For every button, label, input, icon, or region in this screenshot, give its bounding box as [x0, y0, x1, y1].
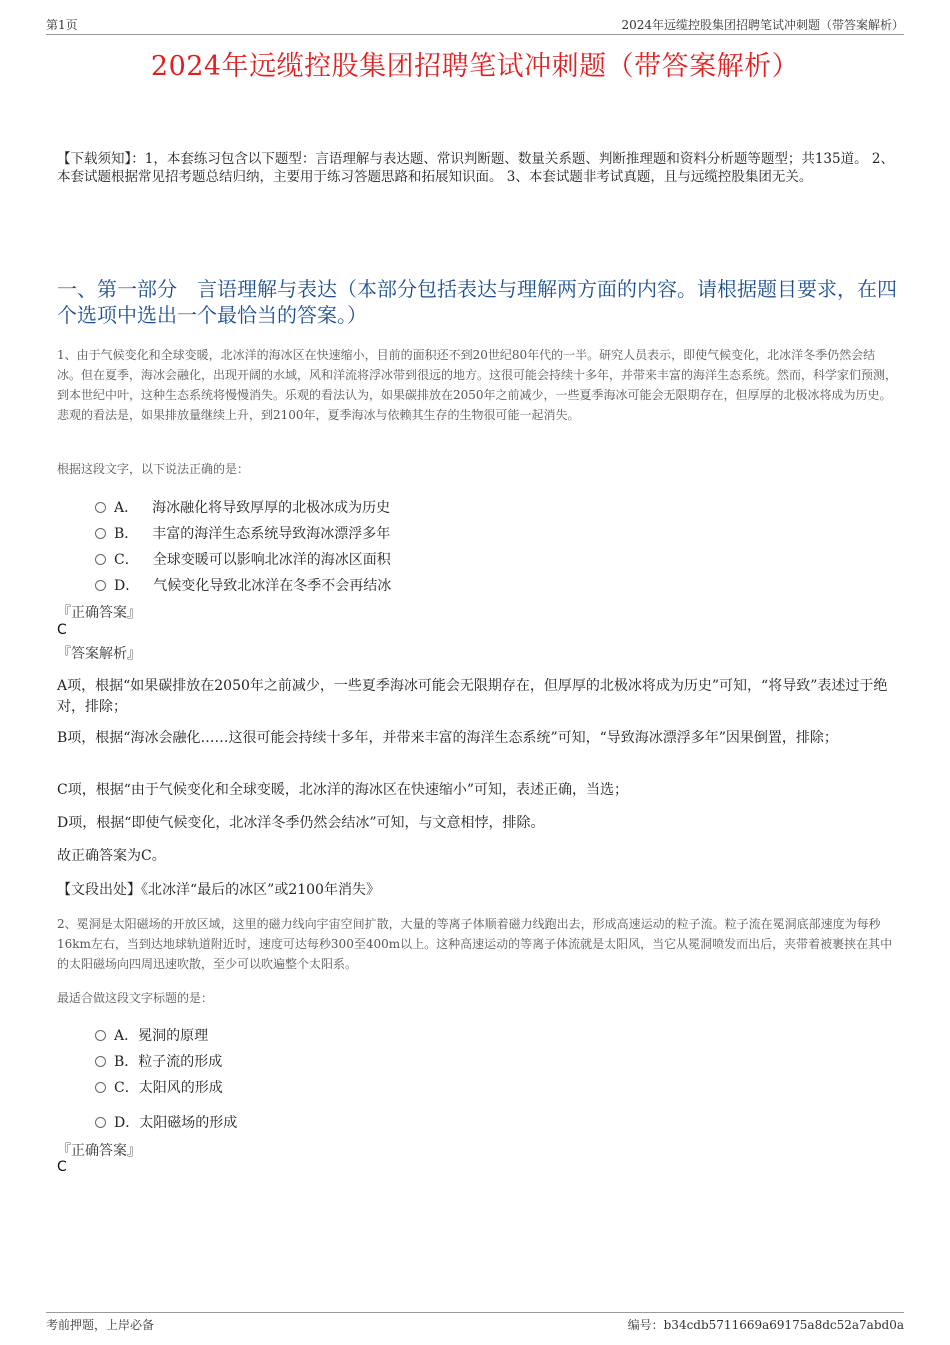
option-letter: B．: [114, 1054, 139, 1070]
q1-analysis-c: C项，根据“由于气候变化和全球变暖，北冰洋的海冰区在快速缩小”可知，表述正确，当选；: [57, 782, 629, 798]
q2-option-b[interactable]: [95, 1051, 222, 1071]
page-footer: [46, 1312, 904, 1333]
radio-icon[interactable]: [95, 1117, 106, 1128]
q2-option-a[interactable]: [95, 1025, 208, 1045]
download-notice: 【下载须知】：1，本套练习包含以下题型：言语理解与表达题、常识判断题、数量关系题、判断推理题和资料分析题等题型；共135道。 2、本套试题根据常见招考题总结归纳，主要用于练习答题思路和拓展知识面。 3、本套试题非考试真题，且与远缆控股集团无关。: [57, 151, 894, 185]
option-text: 丰富的海洋生态系统导致海冰漂浮多年: [152, 526, 391, 542]
option-letter: C．: [114, 1080, 139, 1096]
q2-prompt: 最适合做这段文字标题的是：: [57, 991, 214, 1005]
option-text: 气候变化导致北冰洋在冬季不会再结冰: [153, 578, 392, 594]
radio-icon[interactable]: [95, 502, 106, 513]
q1-prompt: 根据这段文字，以下说法正确的是：: [57, 462, 250, 476]
option-text: 全球变暖可以影响北冰洋的海冰区面积: [152, 552, 391, 568]
q1-option-c[interactable]: [95, 549, 391, 569]
radio-icon[interactable]: [95, 1056, 106, 1067]
document-code: 编号：b34cdb5711669a69175a8dc52a7abd0a: [627, 1318, 904, 1332]
header-doc-title: 2024年远缆控股集团招聘笔试冲刺题（带答案解析）: [621, 18, 904, 32]
q1-analysis-d: D项，根据“即使气候变化，北冰洋冬季仍然会结冰”可知，与文意相悖，排除。: [57, 815, 545, 831]
q2-option-d[interactable]: [95, 1112, 237, 1132]
option-letter: D．: [114, 1115, 140, 1131]
footer-slogan: 考前押题，上岸必备: [46, 1318, 155, 1332]
q1-passage: 1、由于气候变化和全球变暖，北冰洋的海冰区在快速缩小，目前的面积还不到20世纪80年代的一半。研究人员表示，即使气候变化，北冰洋冬季仍然会结冰。但在夏季，海冰会融化，出现开阔的水域，风和洋流将浮冰带到很远的地方。这很可能会持续十多年，并带来丰富的海洋生态系统。然而，科学家们预测，到本世纪中叶，这种生态系统将慢慢消失。乐观的看法认为，如果碳排放在2050年之前减少，一些夏季海冰可能会无限期存在，但厚厚的北极冰将成为历史。悲观的看法是，如果排放量继续上升，到2100年，夏季海冰与依赖其生存的生物很可能一起消失。: [57, 348, 898, 422]
radio-icon[interactable]: [95, 554, 106, 565]
q1-answer-label: 『正确答案』: [57, 605, 141, 621]
option-letter: A．: [114, 1028, 139, 1044]
option-letter: B．: [114, 526, 139, 542]
option-text: 太阳磁场的形成: [139, 1115, 238, 1131]
option-text: 冕洞的原理: [138, 1028, 209, 1044]
radio-icon[interactable]: [95, 1030, 106, 1041]
option-text: 太阳风的形成: [138, 1080, 223, 1096]
section-title: 一、第一部分 言语理解与表达（本部分包括表达与理解两方面的内容。请根据题目要求，在四个选项中选出一个最恰当的答案。）: [57, 277, 897, 327]
q1-option-a[interactable]: [95, 497, 390, 517]
option-letter: C．: [114, 552, 139, 568]
q1-analysis-b: B项，根据“海冰会融化……这很可能会持续十多年，并带来丰富的海洋生态系统”可知，“导致海冰漂浮多年”因果倒置，排除；: [57, 730, 838, 746]
q1-source: 【文段出处】《北冰洋“最后的冰区”或2100年消失》: [57, 882, 380, 898]
q1-answer: C: [57, 622, 67, 638]
q1-option-d[interactable]: [95, 575, 391, 595]
option-text: 粒子流的形成: [138, 1054, 223, 1070]
q2-passage: 2、冕洞是太阳磁场的开放区域，这里的磁力线向宇宙空间扩散，大量的等离子体顺着磁力线跑出去，形成高速运动的粒子流。粒子流在冕洞底部速度为每秒16km左右，当到达地球轨道附近时，速度可达每秒300至400m以上。这种高速运动的等离子体流就是太阳风，当它从冕洞喷发而出后，夹带着被裹挟在其中的太阳磁场向四周迅速吹散，至少可以吹遍整个太阳系。: [57, 917, 893, 971]
q2-answer: C: [57, 1159, 67, 1175]
radio-icon[interactable]: [95, 1082, 106, 1093]
radio-icon[interactable]: [95, 528, 106, 539]
q1-analysis-label: 『答案解析』: [57, 646, 141, 662]
option-letter: A．: [114, 500, 139, 516]
option-letter: D．: [114, 578, 140, 594]
q1-option-b[interactable]: [95, 523, 390, 543]
radio-icon[interactable]: [95, 580, 106, 591]
option-text: 海冰融化将导致厚厚的北极冰成为历史: [152, 500, 391, 516]
q1-analysis-a: A项，根据“如果碳排放在2050年之前减少，一些夏季海冰可能会无限期存在，但厚厚的北极冰将成为历史”可知，“将导致”表述过于绝对，排除；: [57, 678, 888, 715]
q2-option-c[interactable]: [95, 1077, 223, 1097]
page-header: [46, 14, 904, 35]
q2-answer-label: 『正确答案』: [57, 1143, 141, 1159]
q1-conclusion: 故正确答案为C。: [57, 848, 166, 864]
document-title: 2024年远缆控股集团招聘笔试冲刺题（带答案解析）: [150, 51, 800, 82]
page-number: 第1页: [46, 18, 78, 32]
